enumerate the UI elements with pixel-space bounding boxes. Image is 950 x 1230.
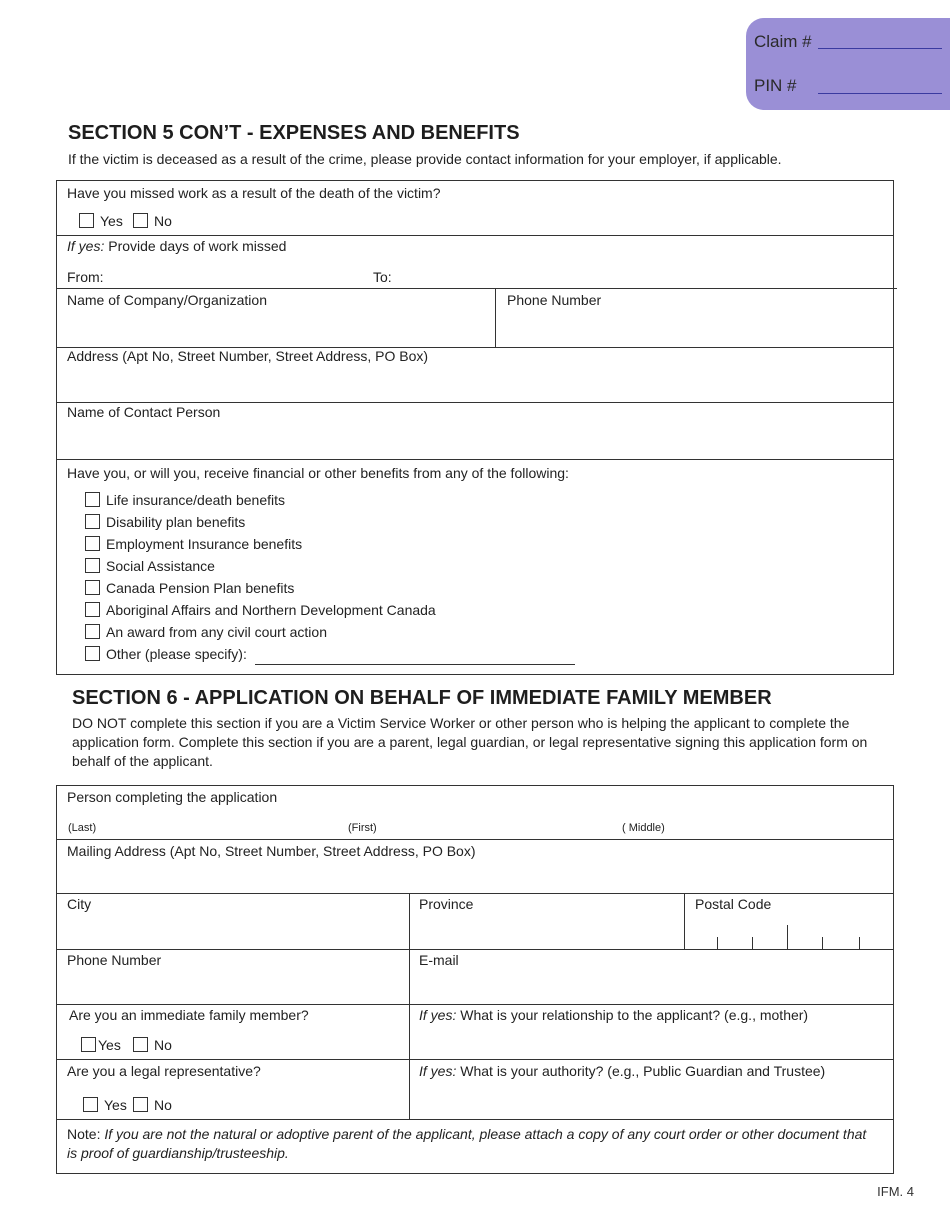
family-member-yes[interactable]: Yes <box>81 1037 121 1053</box>
benefit-cpp[interactable]: Canada Pension Plan benefits <box>85 580 294 596</box>
postal-tick <box>717 937 718 949</box>
postal-divider <box>787 925 788 949</box>
family-member-question: Are you an immediate family member? <box>69 1007 309 1023</box>
claim-number-field[interactable] <box>818 48 942 49</box>
benefit-social-assistance[interactable]: Social Assistance <box>85 558 215 574</box>
section6-title: SECTION 6 - APPLICATION ON BEHALF OF IMMEDIATE FAMILY MEMBER <box>72 687 772 709</box>
province-field[interactable]: Province <box>419 896 474 912</box>
from-label[interactable]: From: <box>67 269 104 285</box>
checkbox-icon <box>133 1097 148 1112</box>
missed-work-no[interactable]: No <box>133 213 172 229</box>
section6-table <box>56 785 894 1174</box>
checkbox-icon <box>133 213 148 228</box>
pin-number-field[interactable] <box>818 93 942 94</box>
email-field[interactable]: E-mail <box>419 952 459 968</box>
benefit-disability[interactable]: Disability plan benefits <box>85 514 245 530</box>
checkbox-icon <box>81 1037 96 1052</box>
other-specify-field[interactable] <box>255 664 575 665</box>
first-name-field[interactable]: (First) <box>348 822 377 834</box>
form-code: IFM. 4 <box>877 1184 914 1199</box>
middle-name-field[interactable]: ( Middle) <box>622 822 665 834</box>
relationship-field[interactable]: If yes: What is your relationship to the applicant? (e.g., mother) <box>419 1007 809 1023</box>
checkbox-icon <box>79 213 94 228</box>
contact-person-field[interactable]: Name of Contact Person <box>67 404 221 420</box>
checkbox-icon <box>83 1097 98 1112</box>
postal-tick <box>822 937 823 949</box>
section5-intro: If the victim is deceased as a result of the crime, please provide contact information for your employer, if applicable. <box>68 151 782 167</box>
company-address-field[interactable]: Address (Apt No, Street Number, Street Address, PO Box) <box>67 348 429 364</box>
checkbox-icon <box>85 624 100 639</box>
benefit-other[interactable]: Other (please specify): <box>85 646 247 662</box>
legal-rep-yes[interactable]: Yes <box>83 1097 127 1113</box>
benefit-employment-insurance[interactable]: Employment Insurance benefits <box>85 536 302 552</box>
benefit-civil-court[interactable]: An award from any civil court action <box>85 624 327 640</box>
phone-number-field[interactable]: Phone Number <box>67 952 162 968</box>
postal-tick <box>859 937 860 949</box>
days-missed-label: If yes: Provide days of work missed <box>67 238 287 254</box>
checkbox-icon <box>85 536 100 551</box>
legal-rep-no[interactable]: No <box>133 1097 172 1113</box>
claim-label: Claim # <box>754 32 812 51</box>
claim-pin-box <box>746 18 950 110</box>
postal-tick <box>752 937 753 949</box>
benefit-life-insurance[interactable]: Life insurance/death benefits <box>85 492 285 508</box>
last-name-field[interactable]: (Last) <box>68 822 97 834</box>
checkbox-icon <box>85 580 100 595</box>
mailing-address-field[interactable]: Mailing Address (Apt No, Street Number, Street Address, PO Box) <box>67 843 476 859</box>
section6-intro: DO NOT complete this section if you are a Victim Service Worker or other person who is helping the applicant to complete the application form. Complete this section if you are a parent, legal guardian, or legal representative signing this application form on behalf of the applicant. <box>72 715 868 769</box>
postal-code-field[interactable]: Postal Code <box>695 896 772 912</box>
section5-table <box>56 180 894 675</box>
benefits-question: Have you, or will you, receive financial or other benefits from any of the following: <box>67 465 569 481</box>
legal-rep-question: Are you a legal representative? <box>67 1063 261 1079</box>
pin-label: PIN # <box>754 76 797 95</box>
authority-field[interactable]: If yes: What is your authority? (e.g., Public Guardian and Trustee) <box>419 1063 826 1079</box>
missed-work-yes[interactable]: Yes <box>79 213 123 229</box>
city-field[interactable]: City <box>67 896 92 912</box>
company-phone-field[interactable]: Phone Number <box>507 292 602 308</box>
checkbox-icon <box>85 602 100 617</box>
family-member-no[interactable]: No <box>133 1037 172 1053</box>
person-completing-label: Person completing the application <box>67 789 278 805</box>
checkbox-icon <box>85 514 100 529</box>
checkbox-icon <box>85 646 100 661</box>
to-label[interactable]: To: <box>373 269 392 285</box>
section5-title: SECTION 5 CON’T - EXPENSES AND BENEFITS <box>68 122 520 144</box>
benefit-aboriginal-affairs[interactable]: Aboriginal Affairs and Northern Development Canada <box>85 602 436 618</box>
checkbox-icon <box>133 1037 148 1052</box>
company-name-field[interactable]: Name of Company/Organization <box>67 292 267 308</box>
missed-work-question: Have you missed work as a result of the death of the victim? <box>67 185 441 201</box>
checkbox-icon <box>85 492 100 507</box>
checkbox-icon <box>85 558 100 573</box>
guardianship-note: Note: If you are not the natural or adoptive parent of the applicant, please attach a copy of any court order or other document that is proof of guardianship/trusteeship. <box>67 1126 867 1161</box>
